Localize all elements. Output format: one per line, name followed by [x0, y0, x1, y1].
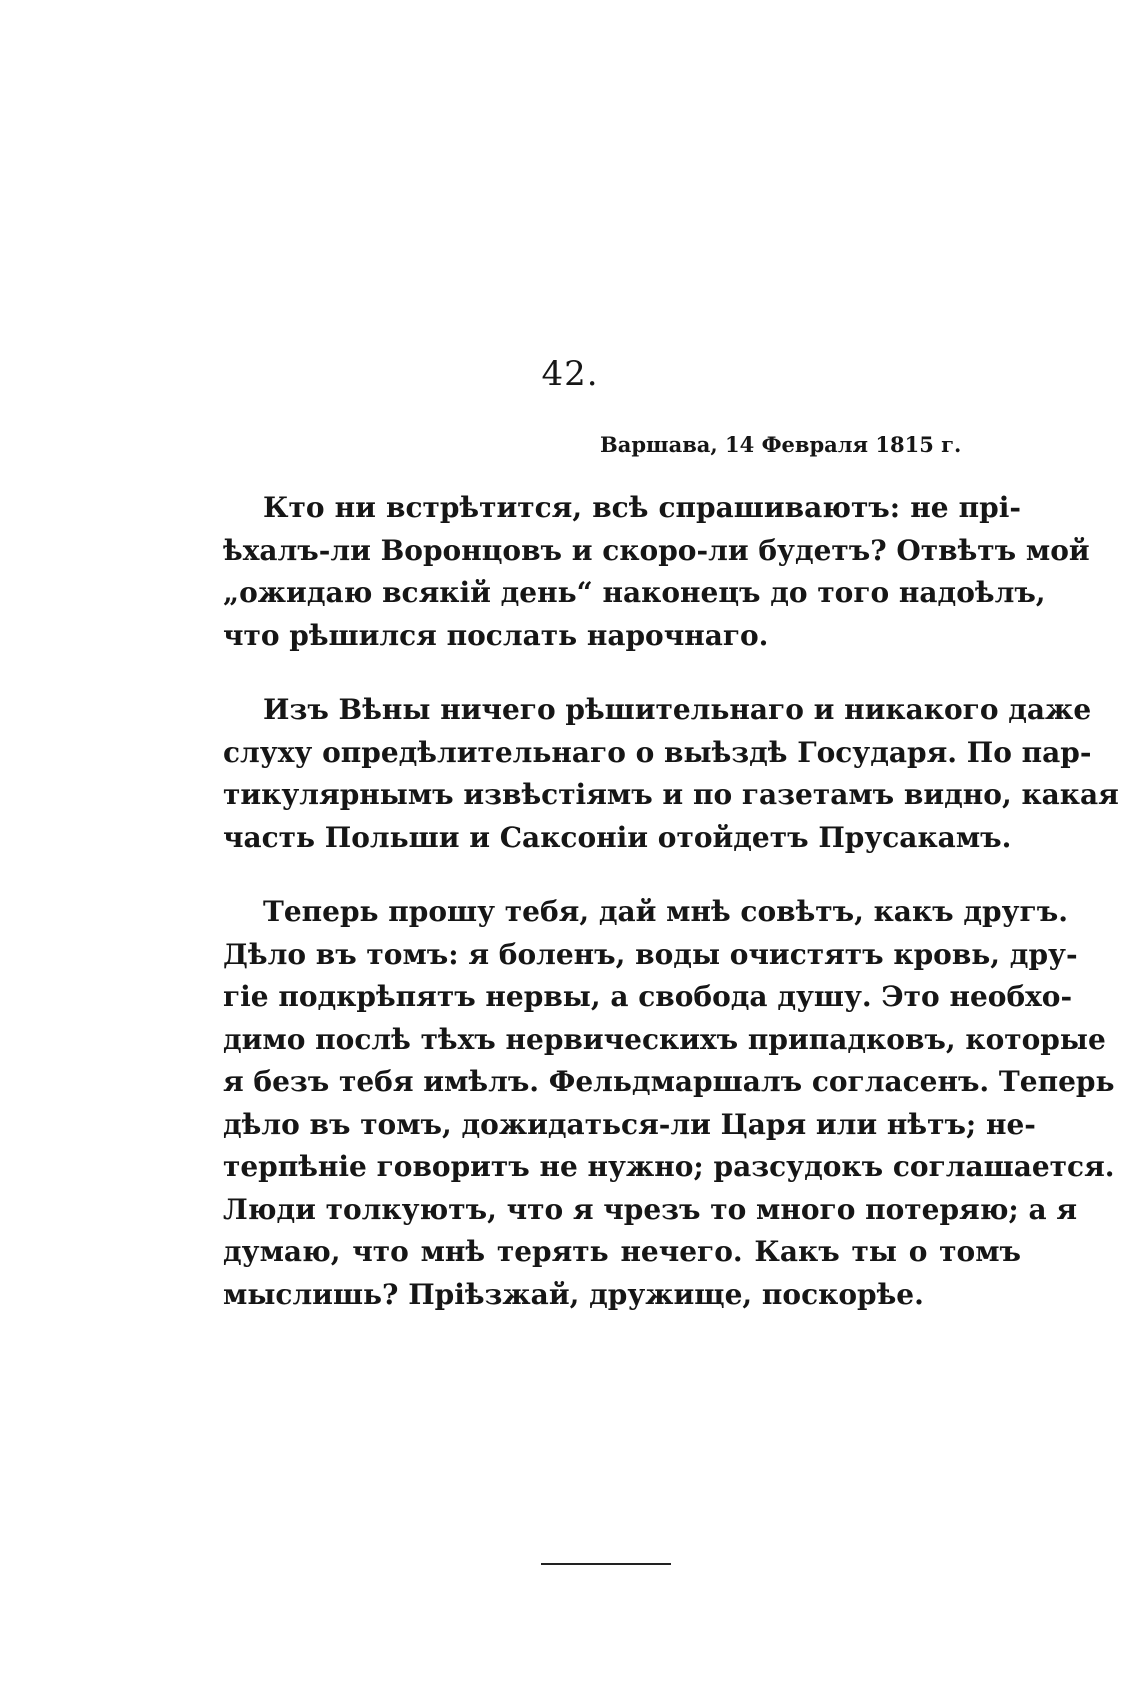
text-line: Люди толкуютъ, что я чрезъ то много потеряю; а я: [223, 1192, 1078, 1226]
section-divider-rule: [541, 1563, 671, 1565]
dateline: Варшава, 14 Февраля 1815 г.: [600, 432, 962, 457]
text-line: терпѣніе говоритъ не нужно; разсудокъ соглашается.: [223, 1150, 1115, 1183]
letter-body: [183, 487, 1119, 1348]
text-line: Изъ Вѣны ничего рѣшительнаго и никакого даже: [263, 693, 1092, 726]
text-line: часть Польши и Саксоніи отойдетъ Прусакамъ.: [223, 820, 1012, 854]
text-line: ѣхалъ-ли Воронцовъ и скоро-ли будетъ? Отвѣтъ мой: [223, 533, 1090, 567]
text-line: мыслишь? Пріѣзжай, дружище, поскорѣе.: [223, 1277, 924, 1311]
text-line: димо послѣ тѣхъ нервическихъ припадковъ, которые: [223, 1022, 1106, 1056]
paragraph-3: [183, 891, 1115, 1316]
text-line: я безъ тебя имѣлъ. Фельдмаршалъ согласенъ. Теперь: [223, 1065, 1115, 1098]
text-line: что рѣшился послать нарочнаго.: [223, 618, 769, 652]
paragraph-1: [183, 487, 1090, 657]
text-line: тикулярнымъ извѣстіямъ и по газетамъ видно, какая: [223, 778, 1119, 811]
letter-number: 42.: [541, 354, 599, 394]
text-line: гіе подкрѣпятъ нервы, а свобода душу. Это необхо-: [223, 980, 1073, 1013]
text-line: дѣло въ томъ, дожидаться-ли Царя или нѣтъ; не-: [223, 1107, 1036, 1141]
text-line: „ожидаю всякій день“ наконецъ до того надоѣлъ,: [223, 576, 1046, 609]
text-line: слуху опредѣлительнаго о выѣздѣ Государя. По пар-: [223, 735, 1092, 769]
paragraph-2: [183, 689, 1119, 859]
text-line: Теперь прошу тебя, дай мнѣ совѣтъ, какъ другъ.: [263, 895, 1068, 928]
text-line: думаю, что мнѣ терять нечего. Какъ ты о томъ: [223, 1235, 1021, 1268]
text-line: Кто ни встрѣтится, всѣ спрашиваютъ: не прі-: [263, 491, 1021, 524]
text-line: Дѣло въ томъ: я боленъ, воды очистятъ кровь, дру-: [223, 937, 1078, 971]
